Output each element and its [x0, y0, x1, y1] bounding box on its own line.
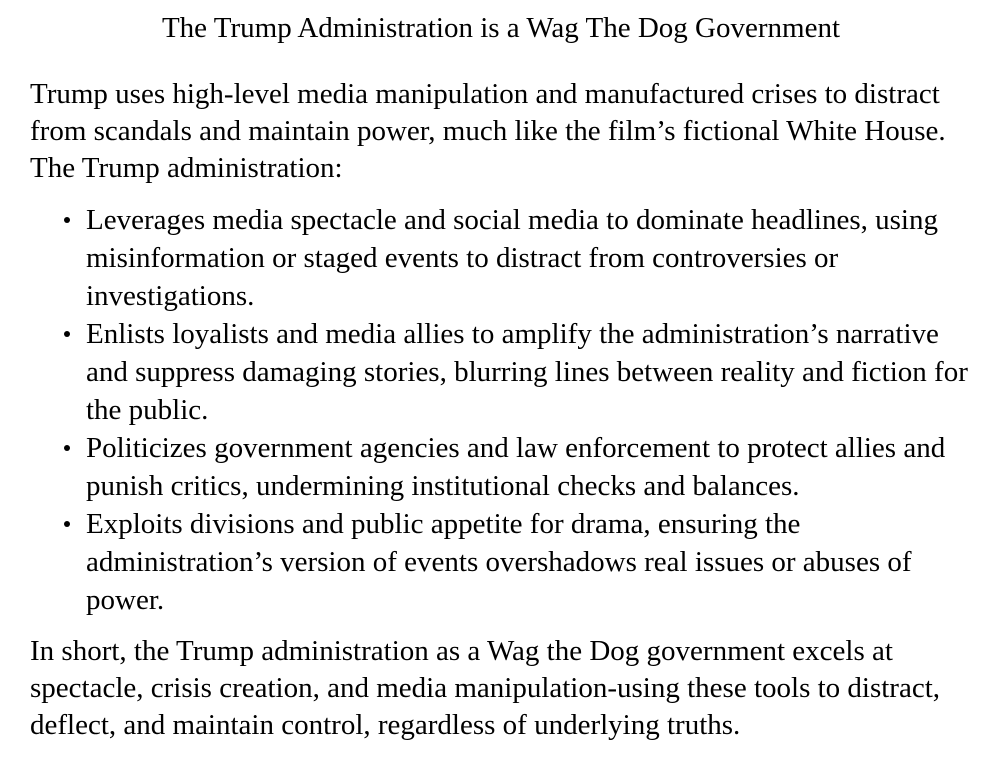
intro-paragraph: Trump uses high-level media manipulation and manufactured crises to distract from scandals and maintain power, much like the film’s fictional White House. The Trump administration: — [30, 78, 946, 184]
bullet-text: Enlists loyalists and media allies to amplify the administration’s narrative and suppress damaging stories, blurring lines between reality and fiction for the public. — [86, 318, 968, 426]
bullet-item — [86, 201, 972, 315]
bullet-text: Exploits divisions and public appetite for drama, ensuring the administration’s version of events overshadows real issues or abuses of power. — [86, 508, 912, 616]
bullet-icon — [64, 217, 70, 223]
bullet-text: Politicizes government agencies and law enforcement to protect allies and punish critics, undermining institutional checks and balances. — [86, 432, 946, 502]
page-title: The Trump Administration is a Wag The Dog Government — [161, 12, 841, 44]
bullet-text: Leverages media spectacle and social media to dominate headlines, using misinformation or staged events to distract from controversies or investigations. — [86, 204, 938, 312]
bullet-item — [86, 429, 972, 505]
closing-paragraph: In short, the Trump administration as a Wag the Dog government excels at spectacle, crisis creation, and media manipulation-using these tools to distract, deflect, and maintain control, regardless of underlying truths. — [30, 635, 941, 741]
bullet-list — [30, 201, 972, 619]
bullet-item — [86, 505, 972, 619]
bullet-icon — [64, 521, 70, 527]
bullet-icon — [64, 445, 70, 451]
bullet-icon — [64, 331, 70, 337]
bullet-item — [86, 315, 972, 429]
